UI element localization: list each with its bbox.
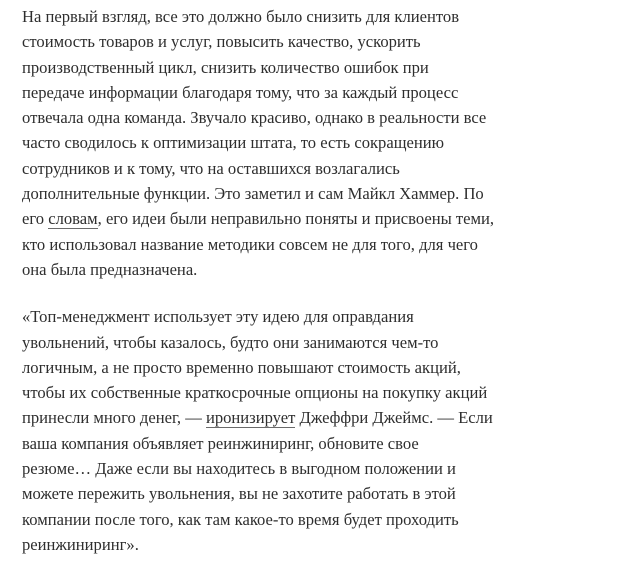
text-line: стоимость товаров и услуг, повысить качество, ускорить (22, 32, 421, 52)
text-line: дополнительные функции. Это заметил и сам Майкл Хаммер. По (22, 184, 484, 204)
text-line: компании после того, как там какое-то время будет проходить (22, 509, 459, 529)
text-line: часто сводилось к оптимизации штата, то есть сокращению (22, 133, 445, 153)
text-fragment: , его идеи были неправильно поняты и присвоены теми, (97, 209, 495, 229)
text-line: можете пережить увольнения, вы не захотите работать в этой (22, 484, 456, 504)
text-line: передаче информации благодаря тому, что за каждый процесс (22, 82, 459, 102)
text-line: логичным, а не просто временно повышают стоимость акций, (22, 357, 461, 377)
words-link[interactable]: словам (48, 209, 98, 229)
text-line: На первый взгляд, все это должно было снизить для клиентов (22, 7, 460, 26)
text-line: отвечала одна команда. Звучало красиво, однако в реальности все (22, 108, 487, 128)
text-line-with-link (22, 206, 612, 231)
text-line: производственный цикл, снизить количество ошибок при (22, 57, 429, 77)
text-line-with-link (22, 405, 612, 430)
paragraph-1 (22, 4, 612, 282)
text-line: ваша компания объявляет реинжиниринг, обновите свое (22, 433, 419, 453)
text-line: резюме… Даже если вы находитесь в выгодном положении и (22, 459, 456, 479)
text-line: она была предназначена. (22, 259, 198, 279)
text-fragment: его (22, 209, 49, 229)
text-line: кто использовал название методики совсем не для того, для чего (22, 234, 478, 254)
text-line: увольнений, чтобы казалось, будто они занимаются чем-то (22, 332, 439, 352)
text-fragment: принесли много денег, — (22, 408, 206, 428)
text-line: «Топ-менеджмент использует эту идею для оправдания (22, 307, 414, 327)
text-line: реинжиниринг». (22, 534, 139, 554)
text-fragment: Джеффри Джеймс. — Если (295, 408, 493, 428)
ironizes-link[interactable]: иронизирует (205, 408, 296, 428)
text-line: чтобы их собственные краткосрочные опционы на покупку акций (22, 383, 488, 403)
text-line: сотрудников и к тому, что на оставшихся возлагались (22, 158, 400, 178)
article-body (22, 4, 612, 557)
paragraph-2-quote (22, 304, 612, 557)
